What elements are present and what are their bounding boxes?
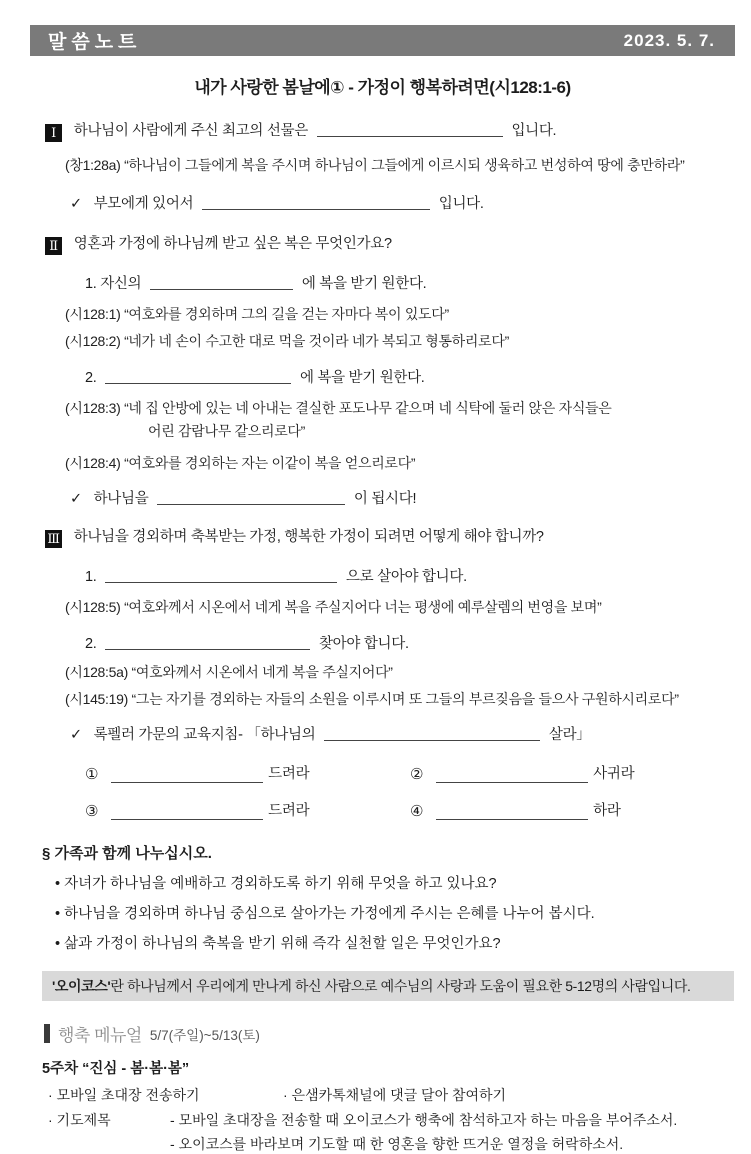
blank-line bbox=[111, 806, 263, 820]
section-2-marker: Ⅱ bbox=[45, 237, 62, 255]
header-bar bbox=[30, 25, 735, 56]
numbered-item-1: ① 드려라 bbox=[85, 766, 310, 783]
section-1-heading bbox=[45, 119, 735, 142]
oikos-term: '오이코스' bbox=[52, 978, 111, 994]
verse-ps128-3: (시128:3) “네 집 안방에 있는 네 아내는 결실한 포도나무 같으며 네 식탁에 둘러 앉은 자식들은 bbox=[65, 400, 612, 416]
section-3-heading bbox=[45, 525, 735, 548]
blank-line bbox=[202, 196, 430, 210]
circled-4-icon: ④ bbox=[410, 803, 424, 820]
oikos-note-box bbox=[42, 971, 734, 1001]
verse-ps128-5a: (시128:5a) “여호와께서 시온에서 네게 복을 주실지어다” bbox=[65, 664, 393, 680]
blank-line bbox=[436, 769, 588, 783]
blank-line bbox=[111, 769, 263, 783]
section-1-check-line bbox=[70, 192, 735, 213]
share-section-heading: § 가족과 함께 나누십시오. bbox=[42, 845, 212, 862]
share-bullet-3: • 삶과 가정이 하나님의 축복을 받기 위해 즉각 실천할 일은 무엇인가요? bbox=[55, 936, 501, 952]
section-3-marker: Ⅲ bbox=[45, 530, 62, 548]
oikos-definition: 란 하나님께서 우리에게 만나게 하신 사람으로 예수님의 사랑과 도움이 필요한 5-12명의 사람입니다. bbox=[110, 978, 691, 994]
verse-ps145-19: (시145:19) “그는 자기를 경외하는 자들의 소원을 이루시며 또 그들의 부르짖음을 들으사 구원하시리로다” bbox=[65, 691, 679, 707]
share-bullet-2: • 하나님을 경외하며 하나님 중심으로 살아가는 가정에게 주시는 은혜를 나누어 봅시다. bbox=[55, 906, 595, 922]
blank-line bbox=[317, 123, 503, 137]
verse-ps128-3-cont: 어린 감람나무 같으리로다” bbox=[148, 423, 306, 439]
check-icon: ✓ bbox=[70, 491, 82, 507]
circled-2-icon: ② bbox=[410, 766, 424, 783]
section-2-heading-text: 영혼과 가정에 하나님께 받고 싶은 복은 무엇인가요? bbox=[73, 236, 392, 252]
section-2-item-1: 1. 자신의 에 복을 받기 원한다. bbox=[85, 276, 427, 292]
check-icon: ✓ bbox=[70, 727, 82, 743]
verse-gen-1-28a: (창1:28a) “하나님이 그들에게 복을 주시며 하나님이 그들에게 이르시되 생육하고 번성하여 땅에 충만하라” bbox=[65, 157, 685, 173]
blank-line bbox=[324, 727, 540, 741]
section-2-item-2: 2. 에 복을 받기 원한다. bbox=[85, 370, 425, 386]
numbered-item-2: ② 사귀라 bbox=[410, 766, 635, 783]
prayer-item-2: - 오이코스를 바라보며 기도할 때 한 영혼을 향한 뜨거운 열정을 허락하소서. bbox=[170, 1136, 624, 1152]
blank-line bbox=[150, 276, 293, 290]
prayer-item-1: - 모바일 초대장을 전송할 때 오이코스가 행축에 참석하고자 하는 마음을 부어주소서. bbox=[170, 1112, 678, 1128]
verse-ps128-4: (시128:4) “여호와를 경외하는 자는 이같이 복을 얻으리로다” bbox=[65, 455, 416, 471]
share-bullet-1: • 자녀가 하나님을 예배하고 경외하도록 하기 위해 무엇을 하고 있나요? bbox=[55, 876, 497, 892]
app-title: 말씀노트 bbox=[48, 32, 142, 53]
section-1-check-pre: 부모에게 있어서 bbox=[93, 196, 194, 212]
circled-1-icon: ① bbox=[85, 766, 99, 783]
section-3-check-line: ✓ 록펠러 가문의 교육지침- 「하나님의 살라」 bbox=[70, 727, 591, 743]
section-1-check-post: 입니다. bbox=[438, 196, 484, 212]
section-bar-icon bbox=[44, 1024, 50, 1043]
manual-heading bbox=[44, 1021, 735, 1046]
section-1-question-pre: 하나님이 사람에게 주신 최고의 선물은 bbox=[73, 123, 308, 139]
circled-3-icon: ③ bbox=[85, 803, 99, 820]
manual-task-1: · 모바일 초대장 전송하기 bbox=[48, 1087, 200, 1103]
manual-title: 행축 메뉴얼 bbox=[58, 1026, 142, 1045]
blank-line bbox=[436, 806, 588, 820]
blank-line bbox=[105, 636, 310, 650]
blank-line bbox=[105, 569, 337, 583]
check-icon: ✓ bbox=[70, 196, 82, 212]
header-date: 2023. 5. 7. bbox=[623, 30, 715, 50]
numbered-item-3: ③ 드려라 bbox=[85, 803, 310, 820]
page-title: 내가 사랑한 봄날에① - 가정이 행복하려면(시128:1-6) bbox=[194, 78, 571, 97]
manual-task-2: · 은샘카톡채널에 댓글 달아 참여하기 bbox=[283, 1087, 507, 1103]
section-3-item-1: 1. 으로 살아야 합니다. bbox=[85, 569, 467, 585]
blank-line bbox=[105, 370, 291, 384]
section-3-item-2: 2. 찾아야 합니다. bbox=[85, 636, 409, 652]
verse-ps128-2: (시128:2) “네가 네 손이 수고한 대로 먹을 것이라 네가 복되고 형통하리로다” bbox=[65, 333, 509, 349]
verse-ps128-5: (시128:5) “여호와께서 시온에서 네게 복을 주실지어다 너는 평생에 예루살렘의 번영을 보며” bbox=[65, 599, 602, 615]
section-2-heading bbox=[45, 232, 735, 255]
prayer-label: · 기도제목 bbox=[48, 1112, 111, 1128]
verse-ps128-1: (시128:1) “여호와를 경외하며 그의 길을 걷는 자마다 복이 있도다” bbox=[65, 306, 449, 322]
section-1-marker: Ⅰ bbox=[45, 124, 62, 142]
section-1-question-post: 입니다. bbox=[511, 123, 557, 139]
blank-line bbox=[157, 491, 345, 505]
numbered-item-4: ④ 하라 bbox=[410, 803, 621, 820]
section-2-check-line: ✓ 하나님을 이 됩시다! bbox=[70, 491, 417, 507]
manual-date-range: 5/7(주일)~5/13(토) bbox=[149, 1027, 260, 1043]
week-title: 5주차 “진심 - 봄·봄·봄” bbox=[42, 1061, 190, 1077]
section-3-heading-text: 하나님을 경외하며 축복받는 가정, 행복한 가정이 되려면 어떻게 해야 합니까? bbox=[73, 529, 544, 545]
